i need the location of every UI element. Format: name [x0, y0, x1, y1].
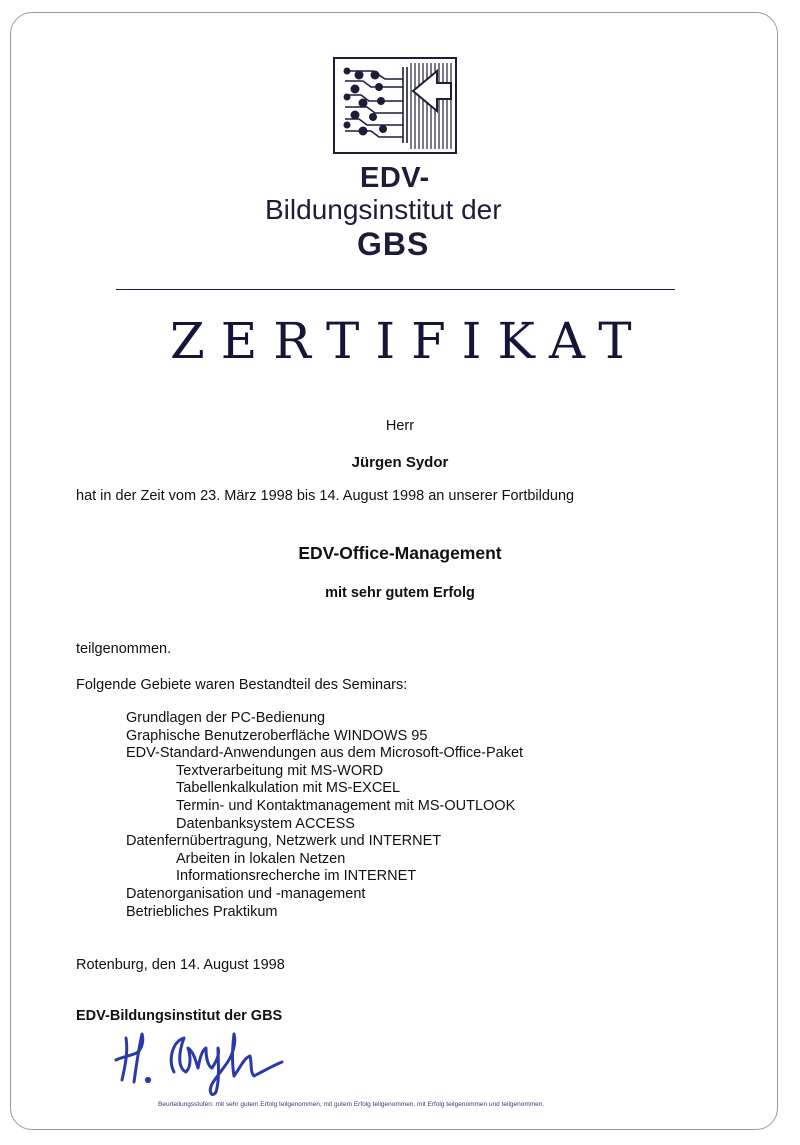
- place-and-date: Rotenburg, den 14. August 1998: [76, 957, 285, 973]
- issuer-name: EDV-Bildungsinstitut der GBS: [76, 1008, 283, 1024]
- subject-item: Datenorganisation und -management: [126, 886, 366, 902]
- grading-footnote: Beurteilungsstufen: mit sehr gutem Erfolg teilgenommen, mit gutem Erfolg teilgenommen, mit Erfolg teilgenommen und teilgenommen.: [158, 1101, 545, 1108]
- institute-logo: [333, 57, 457, 154]
- institute-name-line-3: GBS: [357, 226, 430, 262]
- subject-item: Datenfernübertragung, Netzwerk und INTERNET: [126, 833, 442, 850]
- subject-item: EDV-Standard-Anwendungen aus dem Microsoft-Office-Paket: [126, 745, 524, 762]
- institute-name-line-2: Bildungsinstitut der: [265, 194, 502, 225]
- period-text: hat in der Zeit vom 23. März 1998 bis 14. August 1998 an unserer Fortbildung: [76, 488, 575, 504]
- institute-name-line-1: EDV-: [360, 162, 430, 194]
- subject-item: Datenbanksystem ACCESS: [176, 815, 355, 832]
- participated-text: teilgenommen.: [76, 641, 172, 657]
- subject-item: Tabellenkalkulation mit MS-EXCEL: [176, 780, 401, 797]
- subject-item: Betriebliches Praktikum: [126, 903, 278, 920]
- header-divider: [116, 289, 675, 290]
- signature: [112, 1022, 302, 1102]
- subject-item: Arbeiten in lokalen Netzen: [176, 850, 346, 867]
- recipient-name: Jürgen Sydor: [351, 454, 449, 471]
- certificate-title: ZERTIFIKAT: [170, 312, 648, 370]
- subject-item: Grundlagen der PC-Bedienung: [126, 710, 326, 726]
- subjects-intro: Folgende Gebiete waren Bestandteil des Seminars:: [76, 677, 408, 693]
- subject-item: Termin- und Kontaktmanagement mit MS-OUTLOOK: [176, 798, 516, 814]
- subject-item: Informationsrecherche im INTERNET: [176, 868, 417, 885]
- result-text: mit sehr gutem Erfolg: [325, 585, 475, 601]
- salutation: Herr: [385, 418, 415, 434]
- course-title: EDV-Office-Management: [298, 543, 502, 563]
- subject-item: Textverarbeitung mit MS-WORD: [176, 762, 384, 779]
- subject-item: Graphische Benutzeroberfläche WINDOWS 95: [126, 727, 428, 744]
